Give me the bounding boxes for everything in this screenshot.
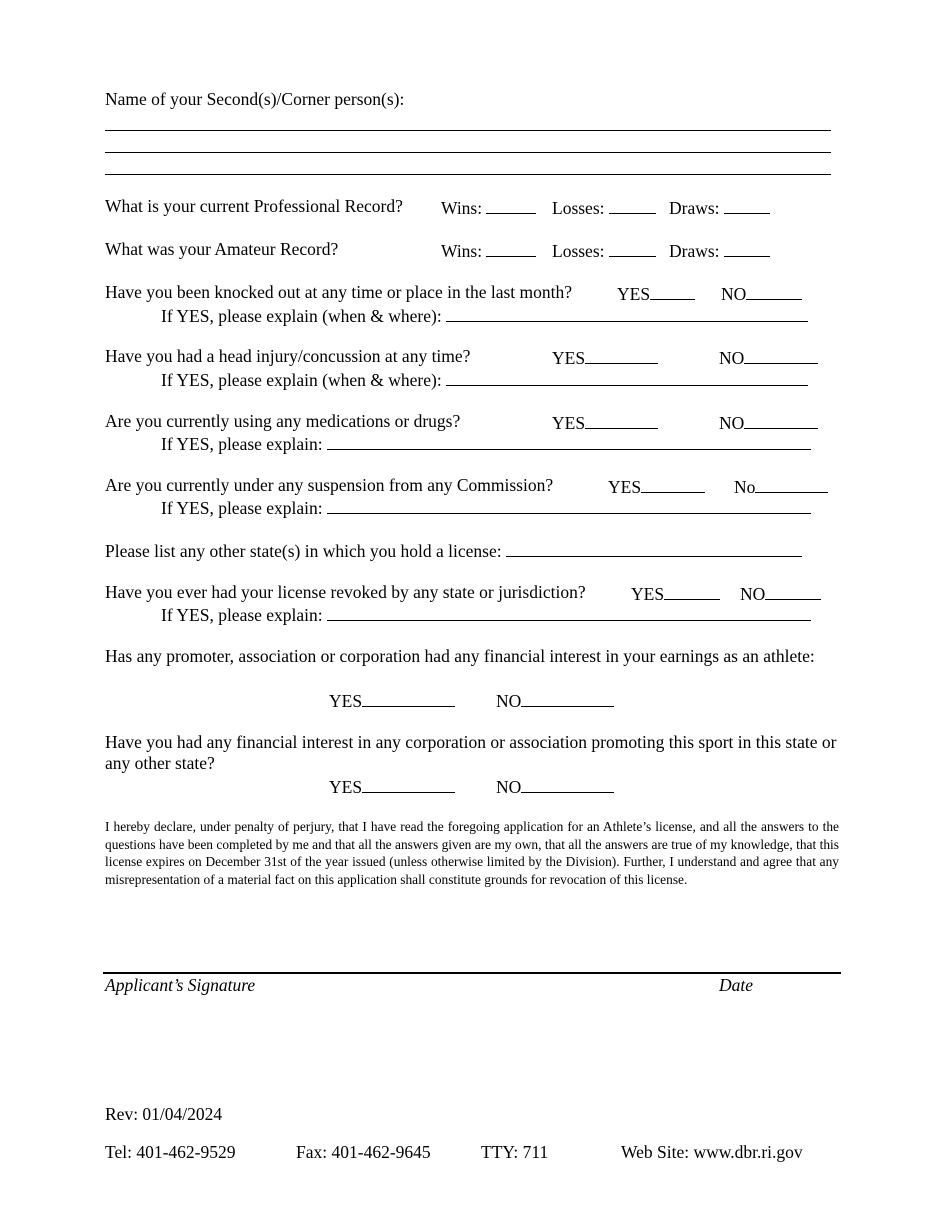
revoked-explain-label: If YES, please explain: — [161, 605, 323, 625]
head-injury-question: Have you had a head injury/concussion at any time? — [105, 346, 471, 366]
pro-draws-field[interactable] — [669, 196, 770, 219]
other-states-question: Please list any other state(s) in which you hold a license: — [105, 541, 502, 561]
footer-tel: Tel: 401-462-9529 — [105, 1142, 236, 1162]
suspension-no-blank[interactable] — [755, 475, 828, 493]
amateur-losses-label: Losses: — [552, 241, 605, 261]
knocked-out-no[interactable] — [721, 282, 802, 305]
suspension-question: Are you currently under any suspension from any Commission? — [105, 475, 554, 495]
footer-website[interactable]: Web Site: www.dbr.ri.gov — [621, 1142, 803, 1162]
suspension-explain-label: If YES, please explain: — [161, 498, 323, 518]
financial-interest-no-label: NO — [496, 777, 522, 797]
knocked-out-yes[interactable] — [617, 282, 695, 305]
revoked-no[interactable] — [740, 582, 821, 605]
medications-question: Are you currently using any medications or drugs? — [105, 411, 461, 431]
head-injury-no[interactable] — [719, 346, 818, 369]
financial-promoter-yes-blank[interactable] — [362, 689, 455, 707]
seconds-line-2[interactable] — [105, 152, 831, 153]
suspension-yes-label: YES — [608, 477, 642, 497]
footer-fax: Fax: 401-462-9645 — [296, 1142, 431, 1162]
head-injury-yes[interactable] — [552, 346, 658, 369]
financial-interest-yes-label: YES — [329, 777, 363, 797]
pro-losses-field[interactable] — [552, 196, 656, 219]
pro-wins-label: Wins: — [441, 198, 483, 218]
medications-yes-blank[interactable] — [585, 411, 658, 429]
pro-draws-label: Draws: — [669, 198, 720, 218]
amateur-losses-field[interactable] — [552, 239, 656, 262]
suspension-yes[interactable] — [608, 475, 705, 498]
medications-explain[interactable] — [161, 432, 811, 455]
medications-no[interactable] — [719, 411, 818, 434]
financial-promoter-no[interactable] — [496, 689, 614, 712]
financial-promoter-yes[interactable] — [329, 689, 455, 712]
suspension-no-label: No — [734, 477, 756, 497]
financial-promoter-question: Has any promoter, association or corporation had any financial interest in your earnings as an athlete: — [105, 646, 815, 666]
applicant-signature-label: Applicant’s Signature — [105, 975, 256, 995]
suspension-yes-blank[interactable] — [641, 475, 705, 493]
financial-promoter-no-blank[interactable] — [521, 689, 614, 707]
amateur-draws-label: Draws: — [669, 241, 720, 261]
revoked-yes-label: YES — [631, 584, 665, 604]
head-injury-no-blank[interactable] — [744, 346, 818, 364]
medications-yes-label: YES — [552, 413, 586, 433]
knocked-out-explain[interactable] — [161, 304, 808, 327]
pro-draws-blank[interactable] — [724, 196, 770, 214]
knocked-out-yes-label: YES — [617, 284, 651, 304]
suspension-explain-blank[interactable] — [327, 496, 811, 514]
amateur-wins-field[interactable] — [441, 239, 536, 262]
financial-interest-no[interactable] — [496, 775, 614, 798]
seconds-line-1[interactable] — [105, 130, 831, 131]
medications-no-blank[interactable] — [744, 411, 818, 429]
head-injury-explain-label: If YES, please explain (when & where): — [161, 370, 442, 390]
head-injury-explain-blank[interactable] — [446, 368, 808, 386]
other-states-blank[interactable] — [506, 539, 802, 557]
other-states-field[interactable] — [105, 539, 802, 562]
medications-explain-blank[interactable] — [327, 432, 811, 450]
revoked-explain-blank[interactable] — [327, 603, 811, 621]
revoked-no-blank[interactable] — [765, 582, 821, 600]
revoked-yes-blank[interactable] — [664, 582, 720, 600]
knocked-out-no-blank[interactable] — [746, 282, 802, 300]
knocked-out-explain-label: If YES, please explain (when & where): — [161, 306, 442, 326]
amateur-draws-blank[interactable] — [724, 239, 770, 257]
declaration-text: I hereby declare, under penalty of perjury, that I have read the foregoing application for an Athlete’s license, and all the answers to the questions have been completed by me and that all the answers given are my own, that all the answers are true of my knowledge, that this license expires on December 31st of the year issued (unless otherwise limited by the Division). Further, I understand and agree that any misrepresentation of a material fact on this application shall constitute grounds for revocation of this license. — [105, 819, 839, 887]
medications-no-label: NO — [719, 413, 745, 433]
revoked-yes[interactable] — [631, 582, 720, 605]
knocked-out-no-label: NO — [721, 284, 747, 304]
date-label: Date — [719, 975, 754, 995]
signature-line[interactable] — [103, 972, 841, 974]
footer-tty: TTY: 711 — [481, 1142, 549, 1162]
knocked-out-explain-blank[interactable] — [446, 304, 808, 322]
financial-interest-no-blank[interactable] — [521, 775, 614, 793]
financial-promoter-no-label: NO — [496, 691, 522, 711]
amateur-record-question: What was your Amateur Record? — [105, 239, 339, 259]
amateur-wins-blank[interactable] — [486, 239, 536, 257]
knocked-out-yes-blank[interactable] — [650, 282, 695, 300]
knocked-out-question: Have you been knocked out at any time or place in the last month? — [105, 282, 573, 302]
revision-date: Rev: 01/04/2024 — [105, 1104, 223, 1124]
revoked-no-label: NO — [740, 584, 766, 604]
financial-interest-yes-blank[interactable] — [362, 775, 455, 793]
pro-losses-blank[interactable] — [609, 196, 656, 214]
head-injury-yes-label: YES — [552, 348, 586, 368]
revoked-question: Have you ever had your license revoked by any state or jurisdiction? — [105, 582, 586, 602]
pro-record-question: What is your current Professional Record? — [105, 196, 403, 216]
head-injury-yes-blank[interactable] — [585, 346, 658, 364]
medications-explain-label: If YES, please explain: — [161, 434, 323, 454]
seconds-label: Name of your Second(s)/Corner person(s): — [105, 89, 405, 109]
amateur-draws-field[interactable] — [669, 239, 770, 262]
amateur-wins-label: Wins: — [441, 241, 483, 261]
head-injury-no-label: NO — [719, 348, 745, 368]
suspension-no[interactable] — [734, 475, 828, 498]
pro-losses-label: Losses: — [552, 198, 605, 218]
financial-interest-question: Have you had any financial interest in any corporation or association promoting this sport in this state or any other state? — [105, 732, 837, 773]
amateur-losses-blank[interactable] — [609, 239, 656, 257]
revoked-explain[interactable] — [161, 603, 811, 626]
medications-yes[interactable] — [552, 411, 658, 434]
suspension-explain[interactable] — [161, 496, 811, 519]
seconds-line-3[interactable] — [105, 174, 831, 175]
pro-wins-blank[interactable] — [486, 196, 536, 214]
pro-wins-field[interactable] — [441, 196, 536, 219]
financial-promoter-yes-label: YES — [329, 691, 363, 711]
financial-interest-yes[interactable] — [329, 775, 455, 798]
head-injury-explain[interactable] — [161, 368, 808, 391]
